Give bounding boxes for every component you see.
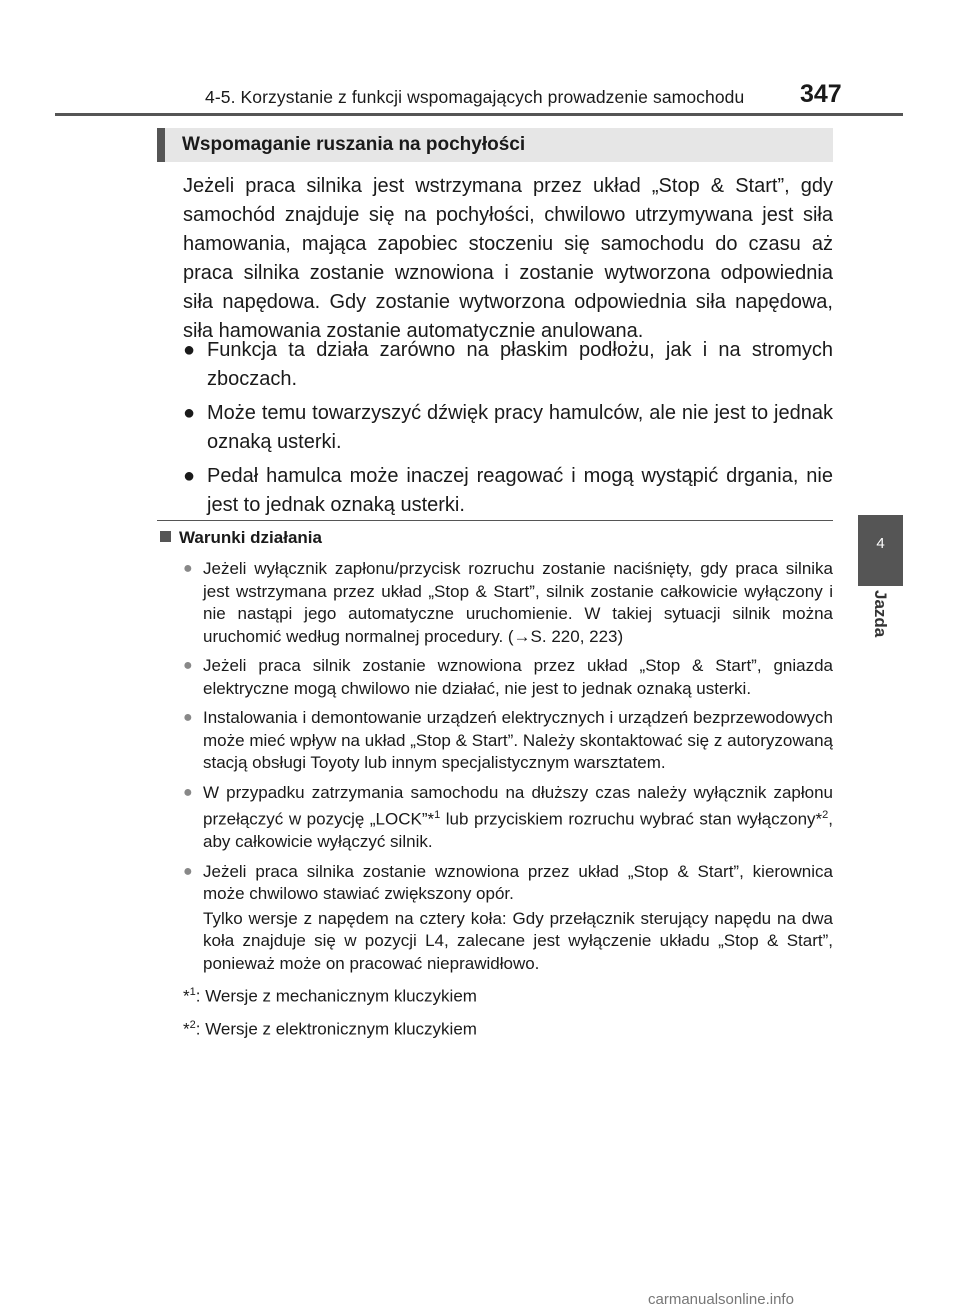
- bullet-dot-icon: ●: [183, 560, 193, 577]
- list-item: ● Funkcja ta działa zarówno na płaskim podłożu, jak i na stromych zboczach.: [183, 336, 833, 394]
- chapter-tab: [858, 515, 903, 586]
- bullet-dot-icon: ●: [183, 465, 196, 487]
- footnote-1: *$^1$: Wersje z mechanicznym kluczykiem: [183, 986, 477, 1006]
- conditions-list: [183, 558, 833, 1041]
- list-item: ● Jeżeli wyłącznik zapłonu/przycisk rozruchu zostanie naciśnięty, gdy praca silnika jest wstrzymana przez układ „Stop & Start”, silnik zostanie całkowicie wyłączony i nie nastąpi jego automatyczne uruchomienie. W takiej sytuacji silnik można uruchomić według normalnej procedury. (→S. 220, 223): [183, 559, 833, 646]
- list-item: ● Jeżeli praca silnika zostanie wznowiona przez układ „Stop & Start”, kierownica może chwilowo stawiać zwiększony opór.: [183, 861, 833, 904]
- list-item: ● Może temu towarzyszyć dźwięk pracy hamulców, ale nie jest to jednak oznaką usterki.: [183, 399, 833, 457]
- page-number: 347: [800, 80, 842, 108]
- section-title: Wspomaganie ruszania na pochyłości: [182, 134, 526, 155]
- bullet-dot-icon: ●: [183, 709, 193, 726]
- main-bullet-list: [183, 336, 833, 525]
- bullet-dot-icon: ●: [183, 657, 193, 674]
- list-item: ● W przypadku zatrzymania samochodu na dłuższy czas należy wyłącznik zapłonu przełączyć w pozycję „LOCK”*$^1$ lub przyciskiem rozruchu wybrać stan wyłączony*$^2$, aby całkowicie wyłączyć silnik.: [183, 782, 834, 852]
- subsection-divider: [157, 520, 833, 521]
- bullet-dot-icon: ●: [183, 402, 196, 424]
- bullet-dot-icon: ●: [183, 339, 196, 361]
- bullet-dot-icon: ●: [183, 783, 193, 801]
- header-divider: [55, 113, 903, 116]
- chapter-tab-number: 4: [876, 535, 885, 552]
- section-intro: Jeżeli praca silnika jest wstrzymana przez układ „Stop & Start”, gdy samochód znajduje się na pochyłości, chwilowo utrzymywana jest siła hamowania, mająca zapobiec stoczeniu się samochodu do czasu aż praca silnika zostanie wznowiona i zostanie wytworzona odpowiednia siła napędowa. Gdy zostanie wytworzona odpowiednia siła napędowa, siła hamowania zostanie automatycznie anulowana.: [183, 175, 833, 342]
- list-item: ● Instalowania i demontowanie urządzeń elektrycznych i urządzeń bezprzewodowych może mieć wpływ na układ „Stop & Start”. Należy skontaktować się z autoryzowaną stacją obsługi Toyoty lub innym specjalistycznym warsztatem.: [183, 708, 833, 772]
- footnote-2: *$^2$: Wersje z elektronicznym kluczykiem: [183, 1019, 477, 1039]
- list-item: ● Jeżeli praca silnik zostanie wznowiona przez układ „Stop & Start”, gniazda elektryczne mogą chwilowo nie działać, nie jest to jednak oznaką usterki.: [183, 656, 833, 698]
- awd-note: Tylko wersje z napędem na cztery koła: Gdy przełącznik sterujący napędu na dwa koła znajduje się w pozycji L4, zalecane jest wyłączenie układu „Stop & Start”, ponieważ może on pracować nieprawidłowo.: [203, 908, 833, 973]
- bullet-dot-icon: ●: [183, 862, 193, 880]
- subsection-heading: Warunki działania: [160, 528, 322, 548]
- chapter-tab-label: Jazda: [871, 590, 890, 638]
- chapter-title: 4-5. Korzystanie z funkcji wspomagających prowadzenie samochodu: [205, 87, 745, 107]
- section-title-box: [157, 128, 833, 162]
- square-bullet-icon: [160, 531, 171, 542]
- list-item: ● Pedał hamulca może inaczej reagować i mogą wystąpić drgania, nie jest to jednak oznaką usterki.: [183, 462, 833, 520]
- watermark: carmanualsonline.info: [648, 1291, 794, 1308]
